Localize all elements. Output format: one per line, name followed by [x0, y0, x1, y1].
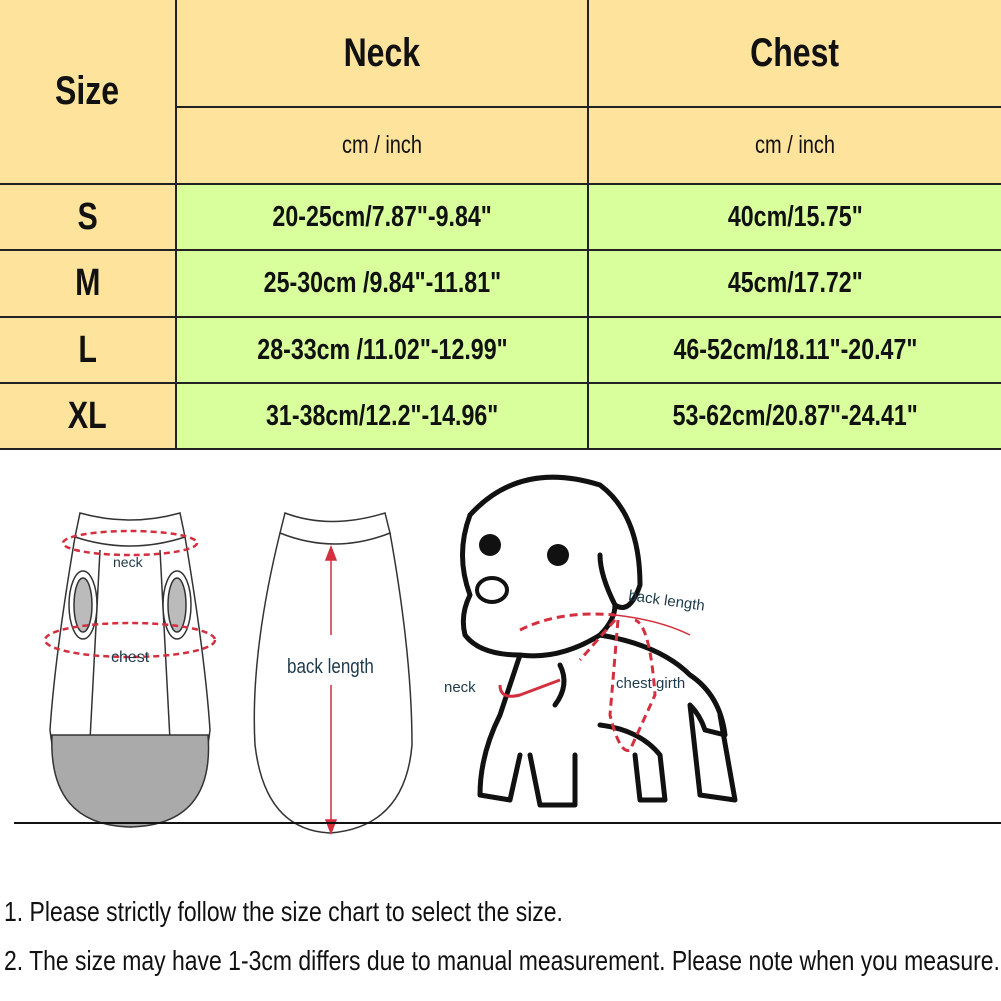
- size-label: XL: [68, 394, 107, 437]
- neck-header: Neck: [343, 30, 421, 75]
- dog-nose-icon: [477, 578, 507, 602]
- size-label: L: [78, 328, 97, 371]
- chest-value: 45cm/17.72": [727, 267, 863, 299]
- measurement-diagram: [0, 455, 1001, 835]
- chest-value: 53-62cm/20.87"-24.41": [672, 399, 918, 432]
- size-cell: [0, 185, 177, 251]
- neck-value: 25-30cm /9.84"-11.81": [263, 267, 501, 299]
- chest-cell: [589, 384, 1001, 450]
- chest-unit: cm / inch: [754, 131, 836, 159]
- chest-unit-cell: [589, 108, 1001, 185]
- neck-cell: [177, 251, 589, 318]
- neck-cell: [177, 318, 589, 384]
- size-header: Size: [55, 69, 120, 113]
- garment-chest-label: chest: [111, 649, 150, 666]
- chest-cell: [589, 318, 1001, 384]
- dog-right-eye-icon: [547, 544, 569, 566]
- garment-neck-label: neck: [113, 554, 143, 570]
- dog-neck-label: neck: [444, 679, 476, 696]
- dog-chest-girth-label: chest girth: [616, 675, 686, 692]
- neck-value: 28-33cm /11.02"-12.99": [256, 333, 508, 366]
- neck-value: 31-38cm/12.2"-14.96": [265, 399, 499, 432]
- back-length-arrow: [326, 547, 336, 833]
- chest-value: 46-52cm/18.11"-20.47": [673, 333, 917, 366]
- dog-back-length-label: back length: [627, 587, 706, 615]
- size-cell: [0, 318, 177, 384]
- neck-value: 20-25cm/7.87"-9.84": [272, 200, 492, 233]
- neck-cell: [177, 384, 589, 450]
- neck-cell: [177, 185, 589, 251]
- size-label: M: [74, 262, 101, 304]
- size-cell: [0, 384, 177, 450]
- chest-header-cell: [589, 0, 1001, 108]
- chest-cell: [589, 251, 1001, 318]
- size-cell: [0, 251, 177, 318]
- size-header-cell: [0, 0, 177, 185]
- size-label: S: [77, 195, 98, 238]
- dog-left-eye-icon: [479, 534, 501, 556]
- chest-value: 40cm/15.75": [727, 200, 863, 233]
- neck-header-cell: [177, 0, 589, 108]
- note-2: 2. The size may have 1-3cm differs due to manual measurement. Please note when you measure.: [4, 945, 1000, 976]
- neck-unit: cm / inch: [341, 131, 423, 159]
- note-1: 1. Please strictly follow the size chart to select the size.: [4, 896, 563, 927]
- chest-cell: [589, 185, 1001, 251]
- chest-header: Chest: [750, 30, 840, 75]
- dog-illustration: [463, 477, 736, 805]
- garment-back-length-label: back length: [287, 654, 374, 678]
- neck-unit-cell: [177, 108, 589, 185]
